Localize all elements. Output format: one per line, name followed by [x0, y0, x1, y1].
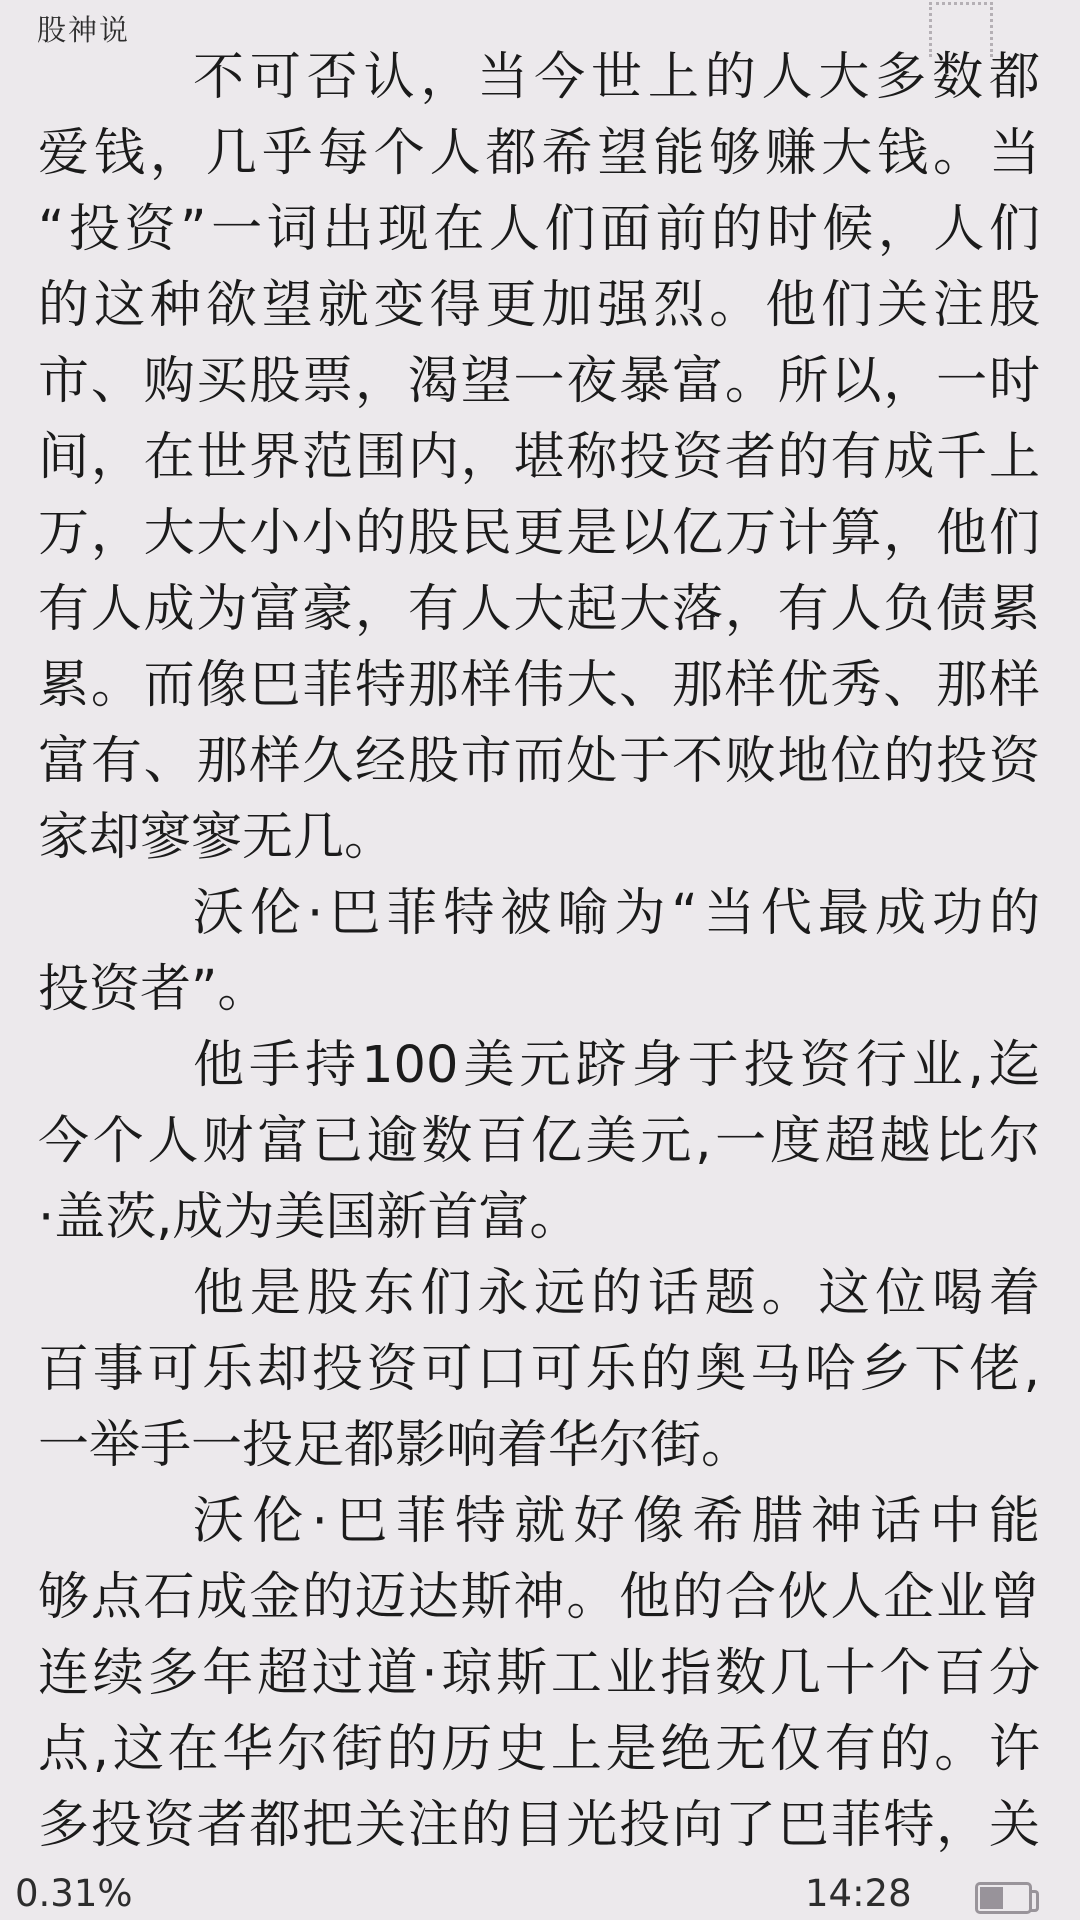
text-line: 投资者”。 [38, 960, 269, 1019]
text-line: 间，在世界范围内，堪称投资者的有成千上 [38, 428, 1040, 487]
text-line: 万，大大小小的股民更是以亿万计算，他们 [38, 504, 1040, 563]
text-line: 连续多年超过道·琼斯工业指数几十个百分 [38, 1644, 1040, 1703]
text-line: ·盖茨,成为美国新首富。 [38, 1188, 581, 1247]
reading-progress: 0.31% [15, 1872, 133, 1915]
text-line: 够点石成金的迈达斯神。他的合伙人企业曾 [38, 1568, 1040, 1627]
text-line: 百事可乐却投资可口可乐的奥马哈乡下佬, [38, 1340, 1040, 1399]
text-line: 有人成为富豪，有人大起大落，有人负债累 [38, 580, 1040, 639]
text-line: 富有、那样久经股市而处于不败地位的投资 [38, 732, 1040, 791]
text-line: 他手持100美元跻身于投资行业,迄 [193, 1036, 1040, 1095]
text-line: 市、购买股票，渴望一夜暴富。所以，一时 [38, 352, 1040, 411]
text-line: 不可否认，当今世上的人大多数都 [193, 48, 1040, 107]
text-line: 爱钱，几乎每个人都希望能够赚大钱。当 [38, 124, 1040, 183]
text-line: “投资”一词出现在人们面前的时候，人们 [38, 200, 1040, 259]
text-line: 沃伦·巴菲特就好像希腊神话中能 [193, 1492, 1040, 1551]
clock-time: 14:28 [805, 1872, 912, 1915]
text-line: 他是股东们永远的话题。这位喝着 [193, 1264, 1040, 1323]
text-line: 累。而像巴菲特那样伟大、那样优秀、那样 [38, 656, 1040, 715]
text-line: 多投资者都把关注的目光投向了巴菲特，关 [38, 1796, 1040, 1855]
text-line: 今个人财富已逾数百亿美元,一度超越比尔 [38, 1112, 1040, 1171]
text-line: 一举手一投足都影响着华尔街。 [38, 1416, 753, 1475]
battery-nub [1029, 1890, 1039, 1912]
book-title: 股神说 [37, 13, 131, 47]
text-line: 家却寥寥无几。 [38, 808, 396, 867]
text-line: 点,这在华尔街的历史上是绝无仅有的。许 [38, 1720, 1040, 1779]
text-line: 沃伦·巴菲特被喻为“当代最成功的 [193, 884, 1040, 943]
page-text[interactable] [38, 40, 1040, 1864]
battery-fill [980, 1887, 1003, 1909]
battery-icon [975, 1882, 1032, 1914]
text-line: 的这种欲望就变得更加强烈。他们关注股 [38, 276, 1040, 335]
